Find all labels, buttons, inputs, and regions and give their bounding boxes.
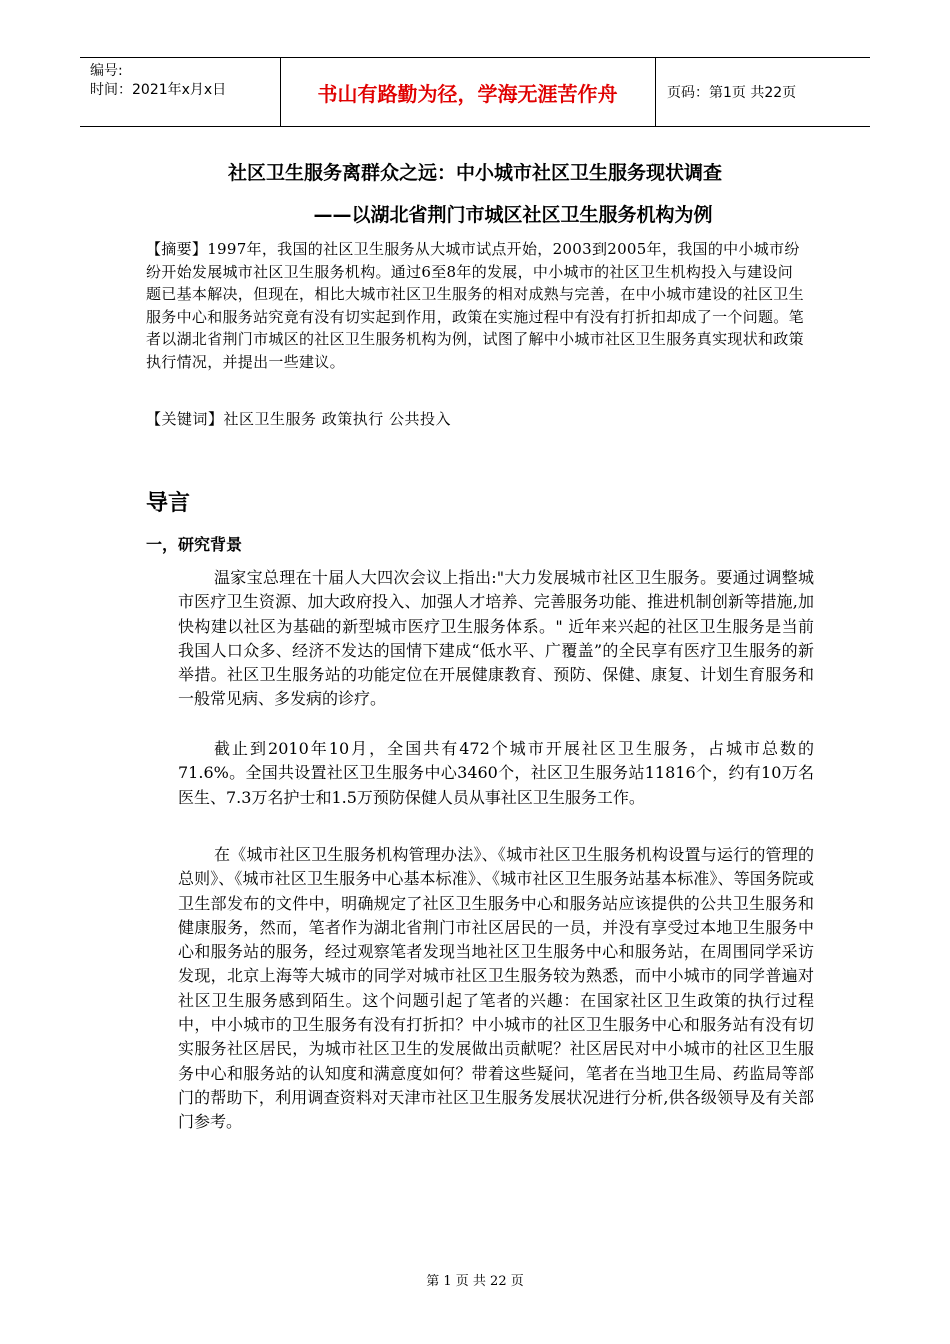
document-title: 社区卫生服务离群众之远：中小城市社区卫生服务现状调查 xyxy=(227,162,722,184)
keywords: 【关键词】社区卫生服务 政策执行 公共投入 xyxy=(146,410,452,428)
header-motto: 书山有路勤为径，学海无涯苦作舟 xyxy=(317,82,618,106)
section-heading: 一，研究背景 xyxy=(146,535,243,554)
number-label: 编号: xyxy=(90,63,123,79)
time-label: 时间：2021年x月x日 xyxy=(90,82,227,98)
header-meta xyxy=(90,62,226,100)
intro-heading: 导言 xyxy=(146,491,191,516)
body-paragraph: 截止到2010年10月，全国共有472个城市开展社区卫生服务，占城市总数的71.6%。全国共设置社区卫生服务中心3460个，社区卫生服务站11816个，约有10万名医生、7.3万名护士和1.5万预防保健人员从事社区卫生服务工作。 xyxy=(178,739,814,807)
abstract: 【摘要】1997年，我国的社区卫生服务从大城市试点开始，2003到2005年，我国的中小城市纷纷开始发展城市社区卫生服务机构。通过6至8年的发展，中小城市的社区卫生机构投入与建设问题已基本解决，但现在，相比大城市社区卫生服务的相对成熟与完善，在中小城市建设的社区卫生服务中心和服务站究竟有没有切实起到作用，政策在实施过程中有没有打折扣却成了一个问题。笔者以湖北省荆门市城区的社区卫生服务机构为例，试图了解中小城市社区卫生服务真实现状和政策执行情况，并提出一些建议。 xyxy=(146,240,804,371)
body-paragraph: 在《城市社区卫生服务机构管理办法》、《城市社区卫生服务机构设置与运行的管理的总则》、《城市社区卫生服务中心基本标准》、《城市社区卫生服务站基本标准》、等国务院或卫生部发布的文件中，明确规定了社区卫生服务中心和服务站应该提供的公共卫生服务和健康服务，然而，笔者作为湖北省荆门市社区居民的一员，并没有享受过本地卫生服务中心和服务站的服务，经过观察笔者发现当地社区卫生服务中心和服务站，在周围同学采访发现，北京上海等大城市的同学对城市社区卫生服务较为熟悉，而中小城市的同学普遍对社区卫生服务感到陌生。这个问题引起了笔者的兴趣：在国家社区卫生政策的执行过程中，中小城市的卫生服务有没有打折扣？中小城市的社区卫生服务中心和服务站有没有切实服务社区居民，为城市社区卫生的发展做出贡献呢？社区居民对中小城市的社区卫生服务中心和服务站的认知度和满意度如何？带着这些疑问，笔者在当地卫生局、药监局等部门的帮助下，利用调查资料对天津市社区卫生服务发展状况进行分析,供各级领导及有关部门参考。 xyxy=(178,845,814,1132)
header-divider xyxy=(655,58,656,126)
document-subtitle: ——以湖北省荆门市城区社区卫生服务机构为例 xyxy=(313,204,713,226)
page-header xyxy=(80,57,870,127)
header-page-info: 页码：第1页 共22页 xyxy=(667,85,797,101)
body-paragraph: 温家宝总理在十届人大四次会议上指出:"大力发展城市社区卫生服务。要通过调整城市医疗卫生资源、加大政府投入、加强人才培养、完善服务功能、推进机制创新等措施,加快构建以社区为基础的新型城市医疗卫生服务体系。" 近年来兴起的社区卫生服务是当前我国人口众多、经济不发达的国情下建成“低水平、广覆盖”的全民享有医疗卫生服务的新举措。社区卫生服务站的功能定位在开展健康教育、预防、保健、康复、计划生育服务和一般常见病、多发病的诊疗。 xyxy=(178,568,814,709)
page-footer: 第 1 页 共 22 页 xyxy=(426,1274,524,1289)
